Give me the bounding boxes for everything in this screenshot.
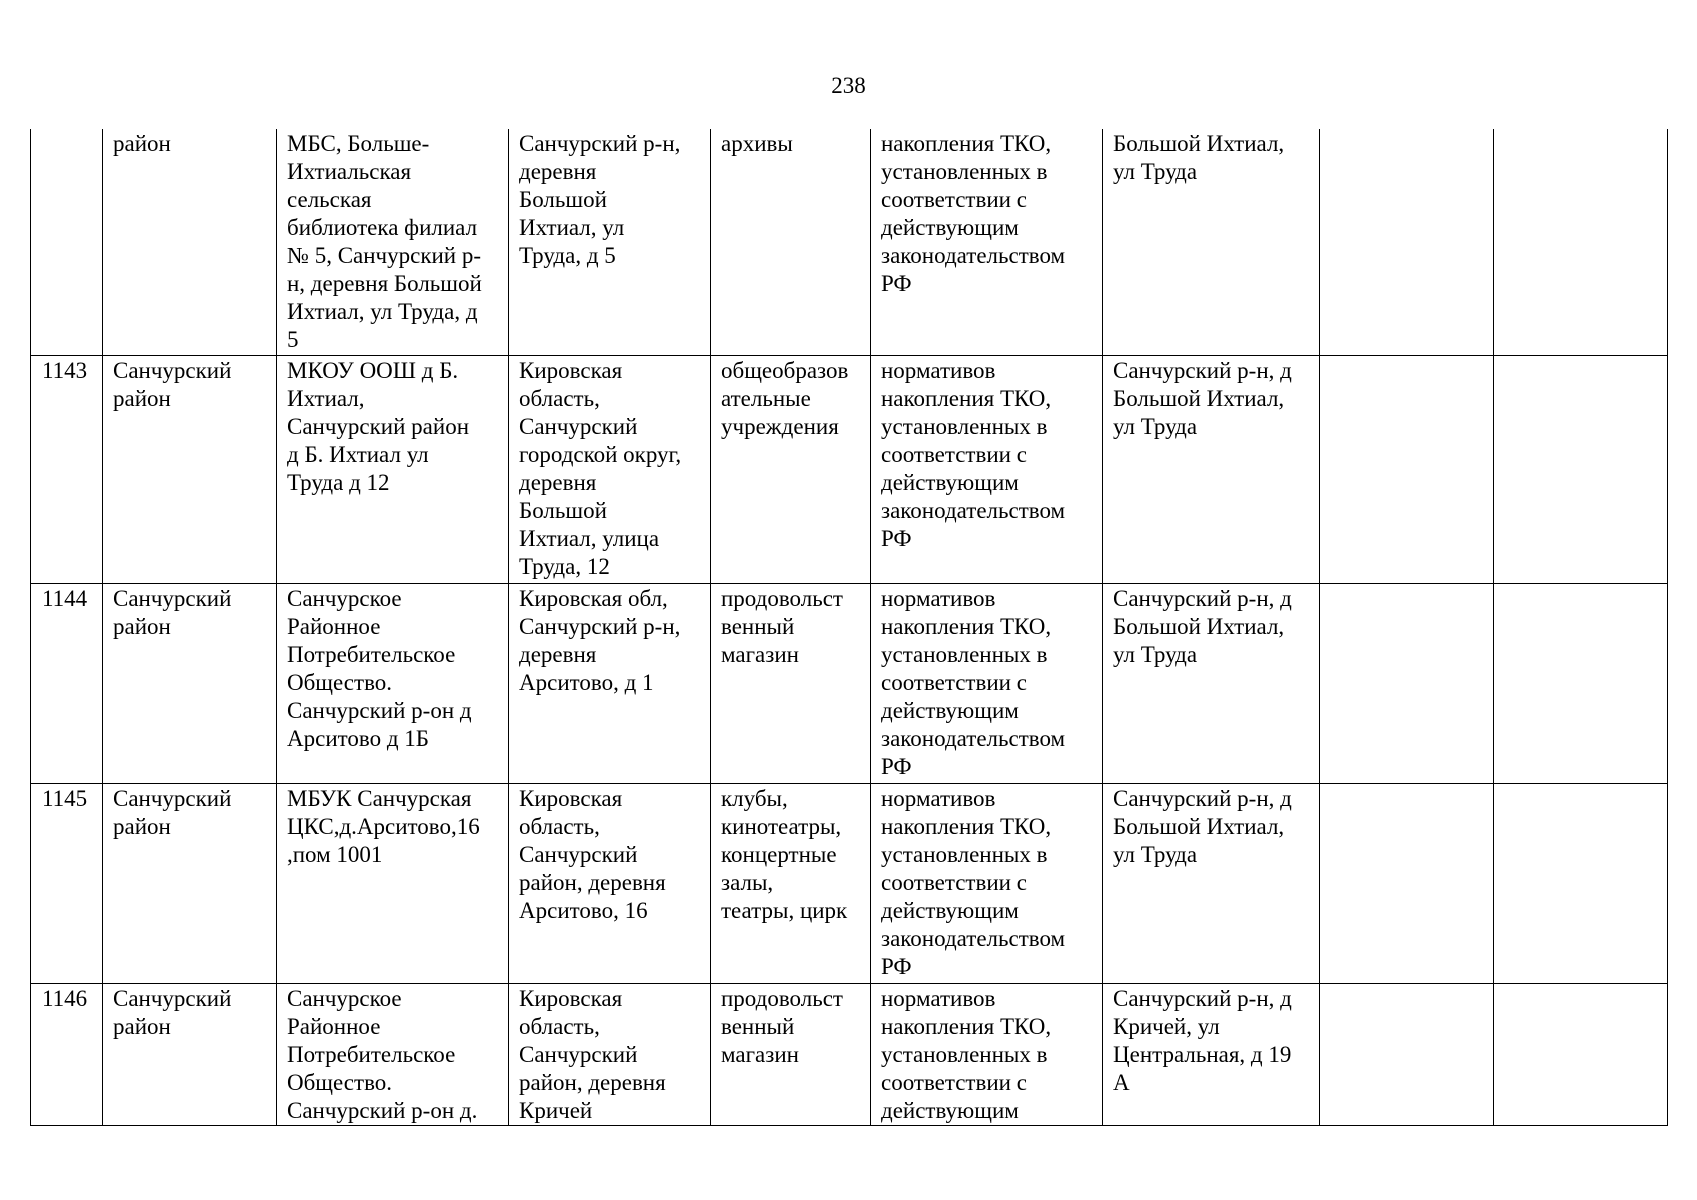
norm-cell: нормативов накопления ТКО, установленных в соответствии с действующим xyxy=(871,983,1103,1125)
extra-cell xyxy=(1494,355,1668,583)
norm-cell: нормативов накопления ТКО, установленных в соответствии с действующим законодательством РФ xyxy=(871,583,1103,783)
extra-cell xyxy=(1494,783,1668,983)
extra-cell xyxy=(1320,983,1494,1125)
table-row xyxy=(31,983,1668,1125)
address-cell: Кировская область, Санчурский район, деревня Арситово, 16 xyxy=(509,783,711,983)
register-table xyxy=(30,129,1668,1126)
organization-cell: МБС, Больше- Ихтиальская сельская библиотека филиал № 5, Санчурский р- н, деревня Большой Ихтиал, ул Труда, д 5 xyxy=(277,129,509,355)
organization-cell: Санчурское Районное Потребительское Общество. Санчурский р-он д Арситово д 1Б xyxy=(277,583,509,783)
row-number-cell: 1145 xyxy=(31,783,103,983)
table-row xyxy=(31,355,1668,583)
site-cell: Санчурский р-н, д Кричей, ул Центральная, д 19 А xyxy=(1103,983,1320,1125)
row-number-cell: 1143 xyxy=(31,355,103,583)
table-row xyxy=(31,783,1668,983)
row-number-cell: 1144 xyxy=(31,583,103,783)
category-cell: клубы, кинотеатры, концертные залы, театры, цирк xyxy=(711,783,871,983)
district-cell: Санчурский район xyxy=(103,355,277,583)
extra-cell xyxy=(1320,783,1494,983)
norm-cell: нормативов накопления ТКО, установленных в соответствии с действующим законодательством РФ xyxy=(871,783,1103,983)
extra-cell xyxy=(1494,129,1668,355)
district-cell: район xyxy=(103,129,277,355)
site-cell: Санчурский р-н, д Большой Ихтиал, ул Труда xyxy=(1103,355,1320,583)
site-cell: Санчурский р-н, д Большой Ихтиал, ул Труда xyxy=(1103,583,1320,783)
extra-cell xyxy=(1320,583,1494,783)
category-cell: архивы xyxy=(711,129,871,355)
page-number: 238 xyxy=(831,73,866,98)
category-cell: продовольст венный магазин xyxy=(711,583,871,783)
address-cell: Санчурский р-н, деревня Большой Ихтиал, ул Труда, д 5 xyxy=(509,129,711,355)
extra-cell xyxy=(1320,129,1494,355)
extra-cell xyxy=(1494,583,1668,783)
district-cell: Санчурский район xyxy=(103,783,277,983)
district-cell: Санчурский район xyxy=(103,983,277,1125)
address-cell: Кировская область, Санчурский район, деревня Кричей xyxy=(509,983,711,1125)
organization-cell: Санчурское Районное Потребительское Общество. Санчурский р-он д. xyxy=(277,983,509,1125)
organization-cell: МКОУ ООШ д Б. Ихтиал, Санчурский район д Б. Ихтиал ул Труда д 12 xyxy=(277,355,509,583)
address-cell: Кировская область, Санчурский городской округ, деревня Большой Ихтиал, улица Труда, 12 xyxy=(509,355,711,583)
category-cell: общеобразов ательные учреждения xyxy=(711,355,871,583)
site-cell: Большой Ихтиал, ул Труда xyxy=(1103,129,1320,355)
category-cell: продовольст венный магазин xyxy=(711,983,871,1125)
row-number-cell xyxy=(31,129,103,355)
norm-cell: накопления ТКО, установленных в соответствии с действующим законодательством РФ xyxy=(871,129,1103,355)
extra-cell xyxy=(1320,355,1494,583)
row-number-cell: 1146 xyxy=(31,983,103,1125)
site-cell: Санчурский р-н, д Большой Ихтиал, ул Труда xyxy=(1103,783,1320,983)
address-cell: Кировская обл, Санчурский р-н, деревня Арситово, д 1 xyxy=(509,583,711,783)
table-row xyxy=(31,583,1668,783)
table-row xyxy=(31,129,1668,355)
extra-cell xyxy=(1494,983,1668,1125)
norm-cell: нормативов накопления ТКО, установленных в соответствии с действующим законодательством РФ xyxy=(871,355,1103,583)
organization-cell: МБУК Санчурская ЦКС,д.Арситово,16 ,пом 1001 xyxy=(277,783,509,983)
district-cell: Санчурский район xyxy=(103,583,277,783)
